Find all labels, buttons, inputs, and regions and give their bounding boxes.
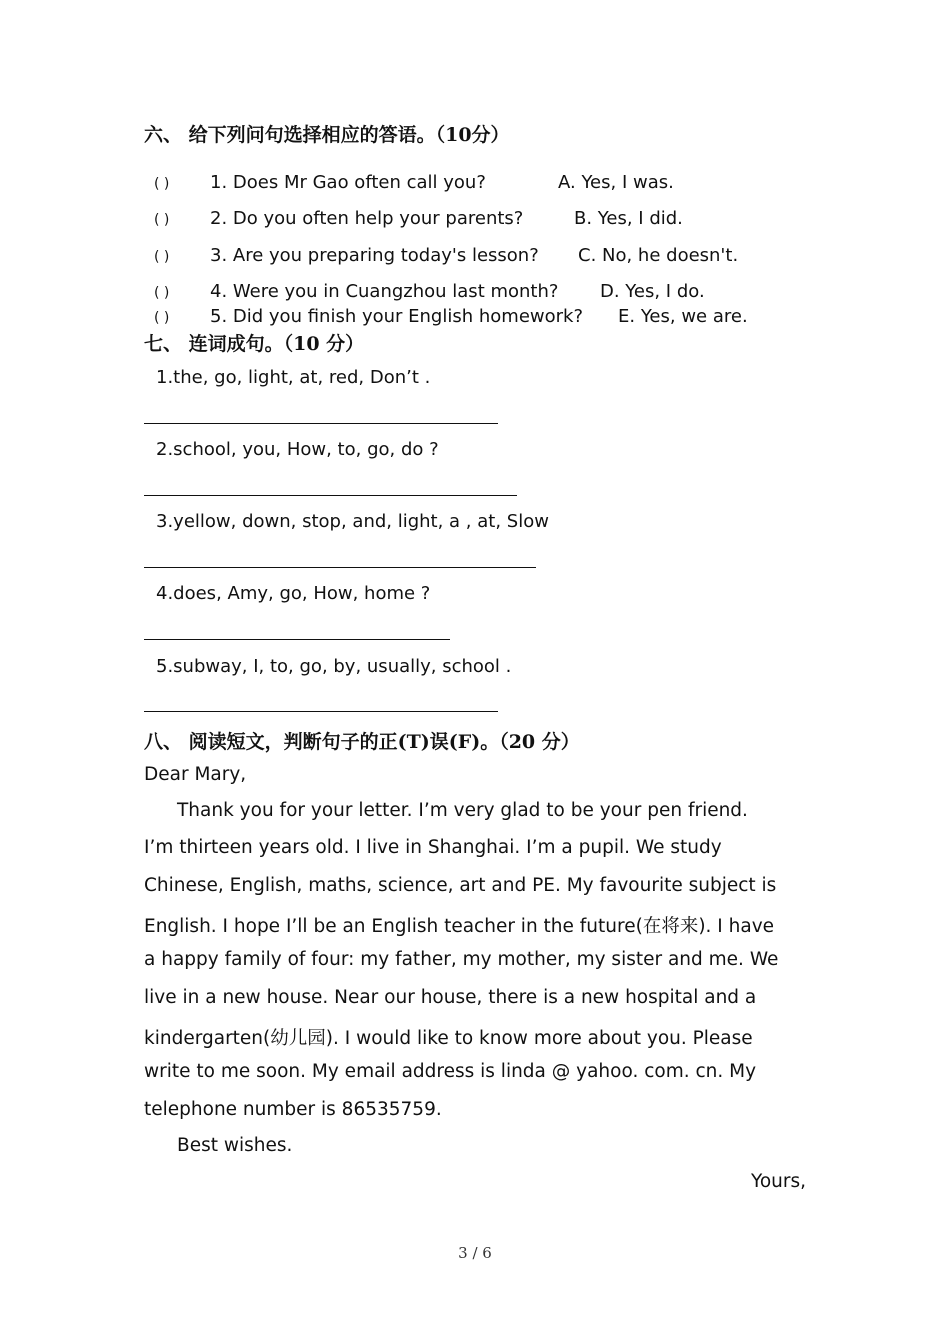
- answer-option: A. Yes, I was.: [558, 172, 674, 193]
- letter-greeting: Dear Mary,: [144, 764, 247, 785]
- letter-line: kindergarten(幼儿园). I would like to know more about you. Please: [144, 1028, 753, 1049]
- question-text: 2. Do you often help your parents?: [210, 208, 524, 229]
- answer-line[interactable]: [144, 495, 517, 496]
- question-text: 5. Did you finish your English homework?: [210, 306, 584, 327]
- letter-line: telephone number is 86535759.: [144, 1099, 442, 1120]
- answer-blank[interactable]: ( ): [154, 176, 170, 192]
- letter-line: I’m thirteen years old. I live in Shanghai. I’m a pupil. We study: [144, 837, 722, 858]
- answer-blank[interactable]: ( ): [154, 212, 170, 228]
- answer-blank[interactable]: ( ): [154, 285, 170, 301]
- section8-title: 八、 阅读短文，判断句子的正(T)误(F)。（20 分）: [144, 731, 580, 753]
- answer-line[interactable]: [144, 711, 498, 712]
- answer-option: B. Yes, I did.: [574, 208, 683, 229]
- scrambled-sentence: 3.yellow, down, stop, and, light, a , at, Slow: [156, 511, 549, 532]
- answer-line[interactable]: [144, 423, 498, 424]
- scrambled-sentence: 4.does, Amy, go, How, home ?: [156, 583, 431, 604]
- answer-option: E. Yes, we are.: [618, 306, 748, 327]
- letter-line: Thank you for your letter. I’m very glad to be your pen friend.: [177, 800, 748, 821]
- answer-option: C. No, he doesn't.: [578, 245, 739, 266]
- question-text: 3. Are you preparing today's lesson?: [210, 245, 539, 266]
- letter-closing: Best wishes.: [177, 1135, 293, 1156]
- scrambled-sentence: 2.school, you, How, to, go, do ?: [156, 439, 439, 460]
- section6-title: 六、 给下列问句选择相应的答语。（10分）: [144, 124, 510, 146]
- answer-option: D. Yes, I do.: [600, 281, 705, 302]
- section7-title: 七、 连词成句。（10 分）: [144, 333, 365, 355]
- answer-line[interactable]: [144, 639, 450, 640]
- question-text: 1. Does Mr Gao often call you?: [210, 172, 486, 193]
- question-text: 4. Were you in Cuangzhou last month?: [210, 281, 559, 302]
- answer-blank[interactable]: ( ): [154, 310, 170, 326]
- scrambled-sentence: 5.subway, I, to, go, by, usually, school .: [156, 656, 512, 677]
- letter-line: English. I hope I’ll be an English teacher in the future(在将来). I have: [144, 916, 775, 937]
- letter-line: a happy family of four: my father, my mother, my sister and me. We: [144, 949, 779, 970]
- answer-line[interactable]: [144, 567, 536, 568]
- letter-line: write to me soon. My email address is linda @ yahoo. com. cn. My: [144, 1061, 757, 1082]
- letter-line: Chinese, English, maths, science, art and PE. My favourite subject is: [144, 875, 777, 896]
- letter-line: live in a new house. Near our house, there is a new hospital and a: [144, 987, 757, 1008]
- scrambled-sentence: 1.the, go, light, at, red, Don’t .: [156, 367, 431, 388]
- letter-signoff: Yours,: [750, 1171, 806, 1192]
- page-number: 3 / 6: [458, 1244, 492, 1262]
- answer-blank[interactable]: ( ): [154, 249, 170, 265]
